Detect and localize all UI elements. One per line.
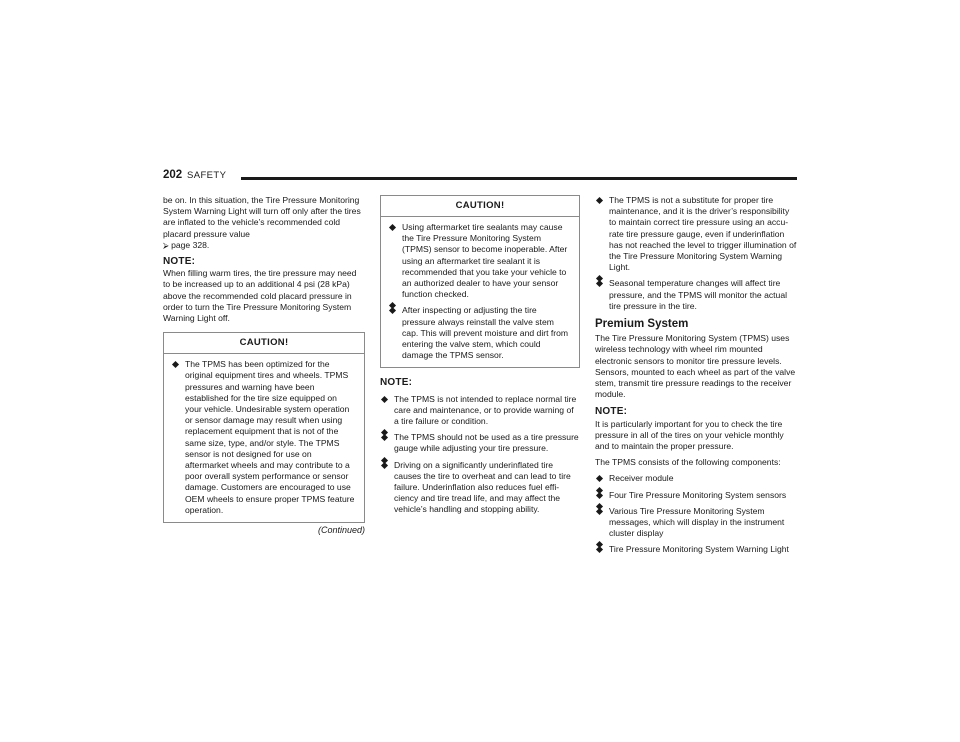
note-heading: NOTE:: [595, 406, 628, 418]
caution-heading: CAUTION!: [381, 196, 579, 217]
header-rule: [241, 177, 797, 180]
list-item: The TPMS is not a substitute for proper tire maintenance, and it is the driver’s responsibility to maintain correct tire pressure using an accu-rate tire pressure gauge, even if underinflation has not reached the level to trigger illumination of the Tire Pressure Monitoring System Warning Light.: [595, 195, 798, 273]
components-intro: The TPMS consists of the following components:: [595, 457, 781, 468]
column-middle: [380, 195, 580, 516]
column-right: [595, 195, 798, 556]
page-header: [163, 169, 797, 185]
page-ref-arrow-icon: ⮚: [163, 240, 169, 250]
caution-item: Using aftermarket tire sealants may cause the Tire Pressure Monitoring System (TPMS) sensor to become inoperable. After using an aftermarket tire sealant it is recommended that you take your vehicle to an authorized dealer to have your sensor function checked.: [388, 222, 571, 300]
note-text: When filling warm tires, the tire pressure may need to be increased up to an additional 4 psi (28 kPa) above the recommended cold placard pressure in order to turn the Tire Pressure Monitoring System Warning Light off.: [163, 268, 357, 324]
paragraph: The Tire Pressure Monitoring System (TPMS) uses wireless technology with wheel rim mounted electronic sensors to monitor tire pressure levels. Sensors, mounted to each wheel as part of the valve stem, transmit tire pressure readings to the receiver module.: [595, 333, 796, 400]
component-item: Receiver module: [595, 473, 798, 484]
caution-box: [380, 195, 580, 368]
component-item: Four Tire Pressure Monitoring System sensors: [595, 490, 798, 501]
caution-box: [163, 332, 365, 523]
page-number: 202: [163, 169, 183, 181]
continued-label: (Continued): [317, 525, 365, 536]
note-text: It is particularly important for you to check the tire pressure in all of the tires on your vehicle monthly and to maintain the proper pressure.: [595, 418, 784, 452]
list-item: Seasonal temperature changes will affect tire pressure, and the TPMS will monitor the actual tire pressure in the tire.: [595, 278, 798, 312]
section-title: SAFETY: [187, 169, 227, 181]
note-item: The TPMS is not intended to replace normal tire care and maintenance, or to provide warning of a tire failure or condition.: [380, 394, 580, 428]
intro-paragraph: be on. In this situation, the Tire Pressure Monitoring System Warning Light will turn off only after the tires are inflated to the vehicle’s recommended cold placard pressure value ⮚ page 328.: [163, 195, 361, 250]
note-item: Driving on a significantly underinflated tire causes the tire to overheat and can lead to tire failure. Underinflation also reduces fuel effi-ciency and tire tread life, and may affect the vehicle’s handling and stopping ability.: [380, 460, 580, 516]
note-item: The TPMS should not be used as a tire pressure gauge while adjusting your tire pressure.: [380, 432, 580, 454]
caution-heading: CAUTION!: [164, 333, 364, 354]
note-heading: NOTE:: [380, 377, 413, 389]
caution-item: The TPMS has been optimized for the original equipment tires and wheels. TPMS pressures and warning have been established for the tire size equipped on your vehicle. Undesirable system operation or sensor damage may result when using replacement equipment that is not of the same size, type, and/or style. The TPMS sensor is not designed for use on aftermarket wheels and may contribute to a poor overall system performance or sensor damage. Customers are encouraged to use OEM wheels to ensure proper TPMS feature operation.: [171, 359, 356, 516]
component-item: Various Tire Pressure Monitoring System messages, which will display in the instrument cluster display: [595, 506, 798, 540]
note-heading: NOTE:: [163, 256, 196, 268]
section-heading: Premium System: [595, 318, 689, 331]
column-left: [163, 195, 365, 536]
caution-item: After inspecting or adjusting the tire pressure always reinstall the valve stem cap. This will prevent moisture and dirt from entering the valve stem, which could damage the TPMS sensor.: [388, 305, 571, 361]
page-ref-link[interactable]: page 328.: [171, 239, 210, 250]
component-item: Tire Pressure Monitoring System Warning Light: [595, 544, 798, 555]
